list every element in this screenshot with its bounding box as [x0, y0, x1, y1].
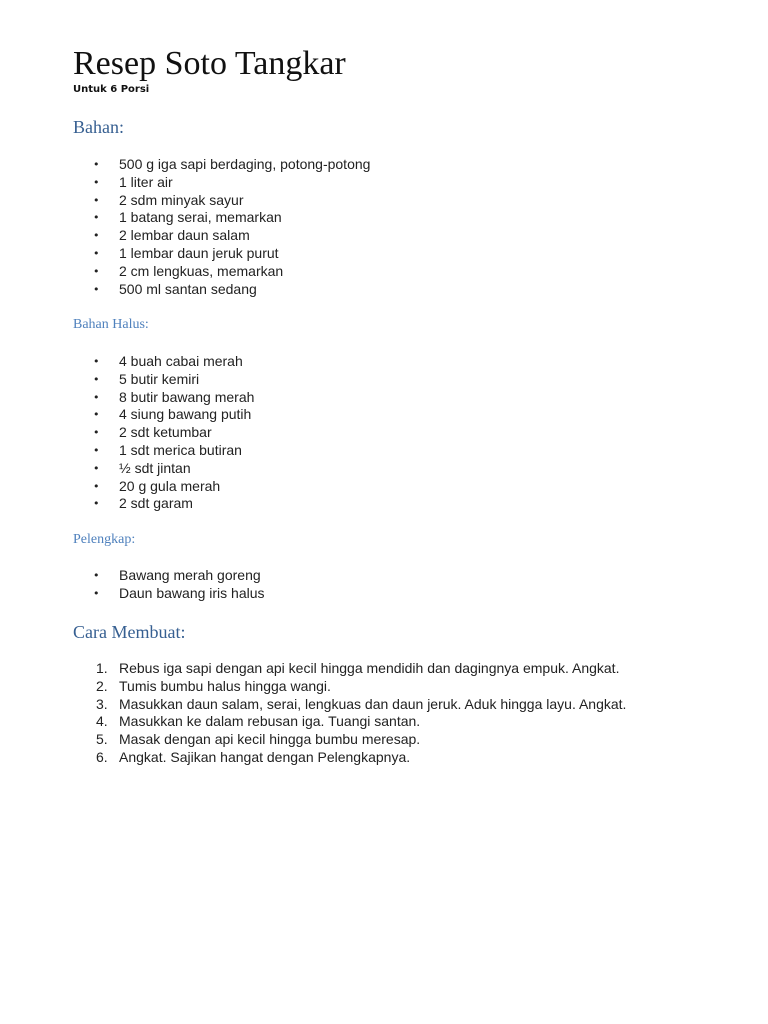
heading-cara-membuat: Cara Membuat: [73, 622, 186, 642]
bullet-icon: • [93, 497, 100, 511]
item-text: 4 buah cabai merah [119, 353, 243, 369]
bullet-icon: • [93, 229, 100, 243]
item-text: 5 butir kemiri [119, 370, 200, 387]
item-text: 2 sdt ketumbar [119, 424, 212, 441]
bullet-icon: • [93, 372, 100, 386]
item-text: Bawang merah goreng [119, 567, 261, 583]
item-text: Daun bawang iris halus [119, 584, 265, 601]
bullet-icon: • [93, 461, 100, 475]
bullet-icon: • [93, 264, 100, 278]
list-cara-membuat [0, 660, 700, 767]
step-number: 3. [96, 695, 108, 712]
step-item [0, 678, 700, 696]
bullet-icon: • [93, 586, 100, 600]
step-item [0, 696, 700, 714]
step-text: Masukkan daun salam, serai, lengkuas dan daun jeruk. Aduk hingga layu. Angkat. [119, 695, 627, 712]
list-bahan [0, 156, 700, 298]
item-text: 4 siung bawang putih [119, 406, 252, 423]
heading-pelengkap: Pelengkap: [73, 532, 136, 547]
item-text: 1 batang serai, memarkan [119, 209, 282, 226]
list-bahan-halus [0, 353, 700, 513]
list-pelengkap [0, 567, 700, 603]
bullet-icon: • [93, 175, 100, 189]
bullet-icon: • [93, 282, 100, 296]
item-text: 8 butir bawang merah [119, 388, 255, 405]
item-text: ½ sdt jintan [119, 459, 191, 476]
list-item [0, 424, 700, 442]
bullet-icon: • [93, 408, 100, 422]
list-item [0, 245, 700, 263]
item-text: 1 lembar daun jeruk purut [119, 244, 279, 261]
step-item [0, 660, 700, 678]
list-item [0, 460, 700, 478]
step-number: 6. [96, 748, 108, 765]
bullet-icon: • [93, 390, 100, 404]
step-number: 1. [96, 660, 108, 676]
item-text: 1 liter air [119, 173, 173, 190]
bullet-icon: • [93, 158, 100, 171]
item-text: 20 g gula merah [119, 477, 221, 494]
list-item [0, 353, 700, 371]
list-item [0, 495, 700, 513]
list-item [0, 209, 700, 227]
bullet-icon: • [93, 211, 100, 225]
list-item [0, 371, 700, 389]
bullet-icon: • [93, 479, 100, 493]
list-item [0, 442, 700, 460]
item-text: 500 ml santan sedang [119, 280, 257, 297]
page-title: Resep Soto Tangkar [73, 45, 346, 82]
step-text: Masak dengan api kecil hingga bumbu meresap. [119, 731, 421, 748]
item-text: 500 g iga sapi berdaging, potong-potong [119, 156, 371, 172]
step-number: 2. [96, 677, 108, 694]
list-item [0, 263, 700, 281]
item-text: 2 sdt garam [119, 495, 193, 512]
step-text: Masukkan ke dalam rebusan iga. Tuangi santan. [119, 713, 421, 730]
list-item [0, 227, 700, 245]
list-item [0, 281, 700, 299]
list-item [0, 567, 700, 585]
bullet-icon: • [93, 426, 100, 440]
list-item [0, 585, 700, 603]
heading-bahan-halus: Bahan Halus: [73, 317, 149, 332]
item-text: 1 sdt merica butiran [119, 441, 242, 458]
list-item [0, 174, 700, 192]
item-text: 2 cm lengkuas, memarkan [119, 262, 284, 279]
list-item [0, 192, 700, 210]
list-item [0, 406, 700, 424]
bullet-icon: • [93, 355, 100, 368]
item-text: 2 sdm minyak sayur [119, 191, 244, 208]
item-text: 2 lembar daun salam [119, 227, 250, 244]
step-number: 5. [96, 731, 108, 748]
step-number: 4. [96, 713, 108, 730]
list-item [0, 389, 700, 407]
list-item [0, 478, 700, 496]
step-item [0, 749, 700, 767]
list-item [0, 156, 700, 174]
heading-bahan: Bahan: [73, 117, 124, 137]
step-text: Tumis bumbu halus hingga wangi. [119, 677, 331, 694]
step-item [0, 713, 700, 731]
bullet-icon: • [93, 443, 100, 457]
step-item [0, 731, 700, 749]
page-subtitle: Untuk 6 Porsi [73, 84, 150, 95]
step-text: Angkat. Sajikan hangat dengan Pelengkapnya. [119, 748, 411, 765]
bullet-icon: • [93, 569, 100, 582]
bullet-icon: • [93, 193, 100, 207]
step-text: Rebus iga sapi dengan api kecil hingga mendidih dan dagingnya empuk. Angkat. [119, 660, 620, 676]
bullet-icon: • [93, 246, 100, 260]
